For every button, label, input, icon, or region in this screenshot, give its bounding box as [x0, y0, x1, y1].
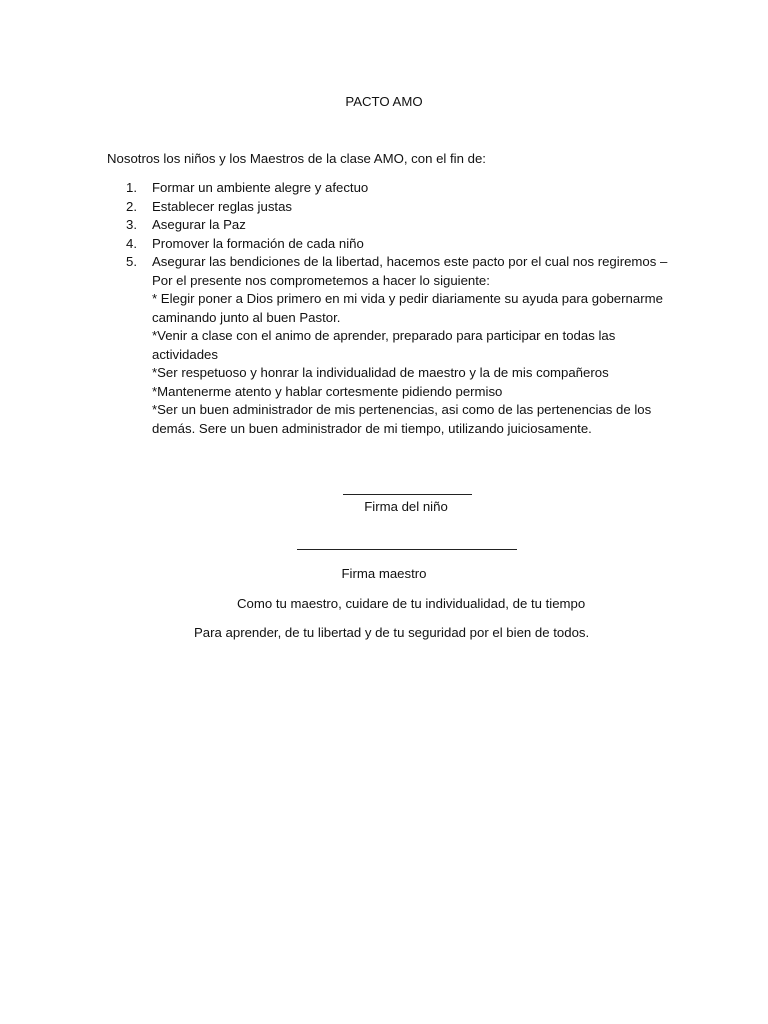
commitment-line: *Mantenerme atento y hablar cortesmente pidiendo permiso [152, 383, 503, 399]
list-item-text: Establecer reglas justas [152, 198, 293, 214]
list-item-number: 2. [126, 198, 137, 214]
list-item [126, 179, 666, 198]
list-item-text: Formar un ambiente alegre y afectuo [152, 180, 369, 195]
closing-line-1: Como tu maestro, cuidare de tu individualidad, de tu tiempo [237, 596, 586, 611]
commitment-line: demás. Sere un buen administrador de mi tiempo, utilizando juiciosamente. [152, 420, 592, 436]
list-item-number: 4. [126, 235, 137, 251]
list-item-text: Asegurar las bendiciones de la libertad, hacemos este pacto por el cual nos regiremos – [152, 254, 668, 269]
closing-line-2: Para aprender, de tu libertad y de tu seguridad por el bien de todos. [194, 625, 590, 640]
commitment-line: Por el presente nos comprometemos a hacer lo siguiente: [152, 272, 490, 288]
list-item [126, 235, 666, 254]
child-signature-line [343, 494, 472, 495]
list-item [126, 216, 666, 235]
list-item [126, 198, 666, 217]
teacher-signature-label: Firma maestro [341, 566, 427, 581]
list-item-number: 3. [126, 217, 137, 232]
document-title: PACTO AMO [345, 94, 423, 109]
commitment-line: *Ser un buen administrador de mis pertenencias, asi como de las pertenencias de los [152, 402, 652, 417]
list-item-text: Asegurar la Paz [152, 217, 246, 232]
teacher-signature-line [297, 549, 517, 550]
list-item-number: 5. [126, 254, 137, 269]
list-item-text: Promover la formación de cada niño [152, 235, 364, 251]
commitment-line: caminando junto al buen Pastor. [152, 309, 341, 325]
child-signature-label: Firma del niño [364, 499, 448, 514]
commitment-line: *Ser respetuoso y honrar la individualidad de maestro y la de mis compañeros [152, 365, 609, 380]
commitment-line: * Elegir poner a Dios primero en mi vida y pedir diariamente su ayuda para gobernarme [152, 291, 663, 306]
numbered-list [126, 179, 666, 438]
commitment-line: *Venir a clase con el animo de aprender, preparado para participar en todas las [152, 328, 616, 343]
list-item [126, 253, 666, 272]
commitment-line: actividades [152, 346, 218, 362]
list-item-number: 1. [126, 180, 137, 195]
intro-paragraph: Nosotros los niños y los Maestros de la clase AMO, con el fin de: [107, 151, 486, 166]
